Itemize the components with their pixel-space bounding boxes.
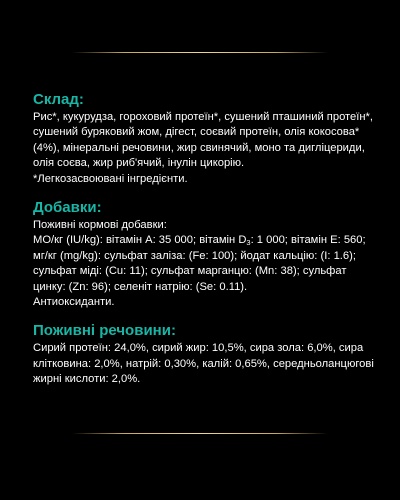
composition-heading: Склад: bbox=[33, 91, 84, 108]
nutrients-section bbox=[33, 321, 378, 387]
nutrients-body bbox=[33, 341, 378, 387]
composition-section bbox=[33, 90, 378, 187]
additives-list-part1: МО/кг (IU/kg): вітамін А: 35 000; вітамін D bbox=[33, 234, 247, 247]
additives-body bbox=[33, 218, 378, 310]
additives-section bbox=[33, 198, 378, 310]
composition-ingredients: Рис*, кукурудза, гороховий протеїн*, сушений пташиний протеїн*, сушений буряковий жом, дігест, соєвий протеїн, олія кокосова* (4%), мінеральні речовини, жир свинячий, моно та дигліцериди, олія соєва, жир риб'ячий, інулін цикорію. bbox=[33, 111, 374, 170]
nutrients-heading: Поживні речовини: bbox=[33, 322, 176, 340]
vitamin-d-subscript: 3 bbox=[246, 238, 251, 248]
nutrients-values: Сирий протеїн: 24,0%, сирий жир: 10,5%, сира зола: 6,0%, сира клітковина: 2,0%, натрій: 0,30%, калій: 0,65%, середньоланцюгові жирні кислоти: 2,0%. bbox=[33, 342, 374, 386]
label-text-block bbox=[33, 90, 378, 399]
additives-list-part2: : 1 000; вітамін Е: 560; мг/кг (mg/kg): сульфат заліза: (Fe: 100); йодат кальцію: (I: 1.6); сульфат міді: (Cu: 11); сульфат марганцю: (Mn: 38); сульфат цинку: (Zn: 96); селеніт натрію: (Se: 0.11). bbox=[33, 234, 366, 293]
additives-antioxidants: Антиоксиданти. bbox=[33, 296, 115, 309]
bottom-gold-divider bbox=[72, 433, 328, 434]
additives-list bbox=[33, 233, 378, 295]
top-gold-divider bbox=[72, 52, 328, 53]
composition-footnote: *Легкозасвоювані інгредієнти. bbox=[33, 172, 188, 185]
additives-intro: Поживні кормові добавки: bbox=[33, 219, 167, 232]
additives-heading: Добавки: bbox=[33, 199, 102, 217]
composition-body bbox=[33, 110, 378, 187]
